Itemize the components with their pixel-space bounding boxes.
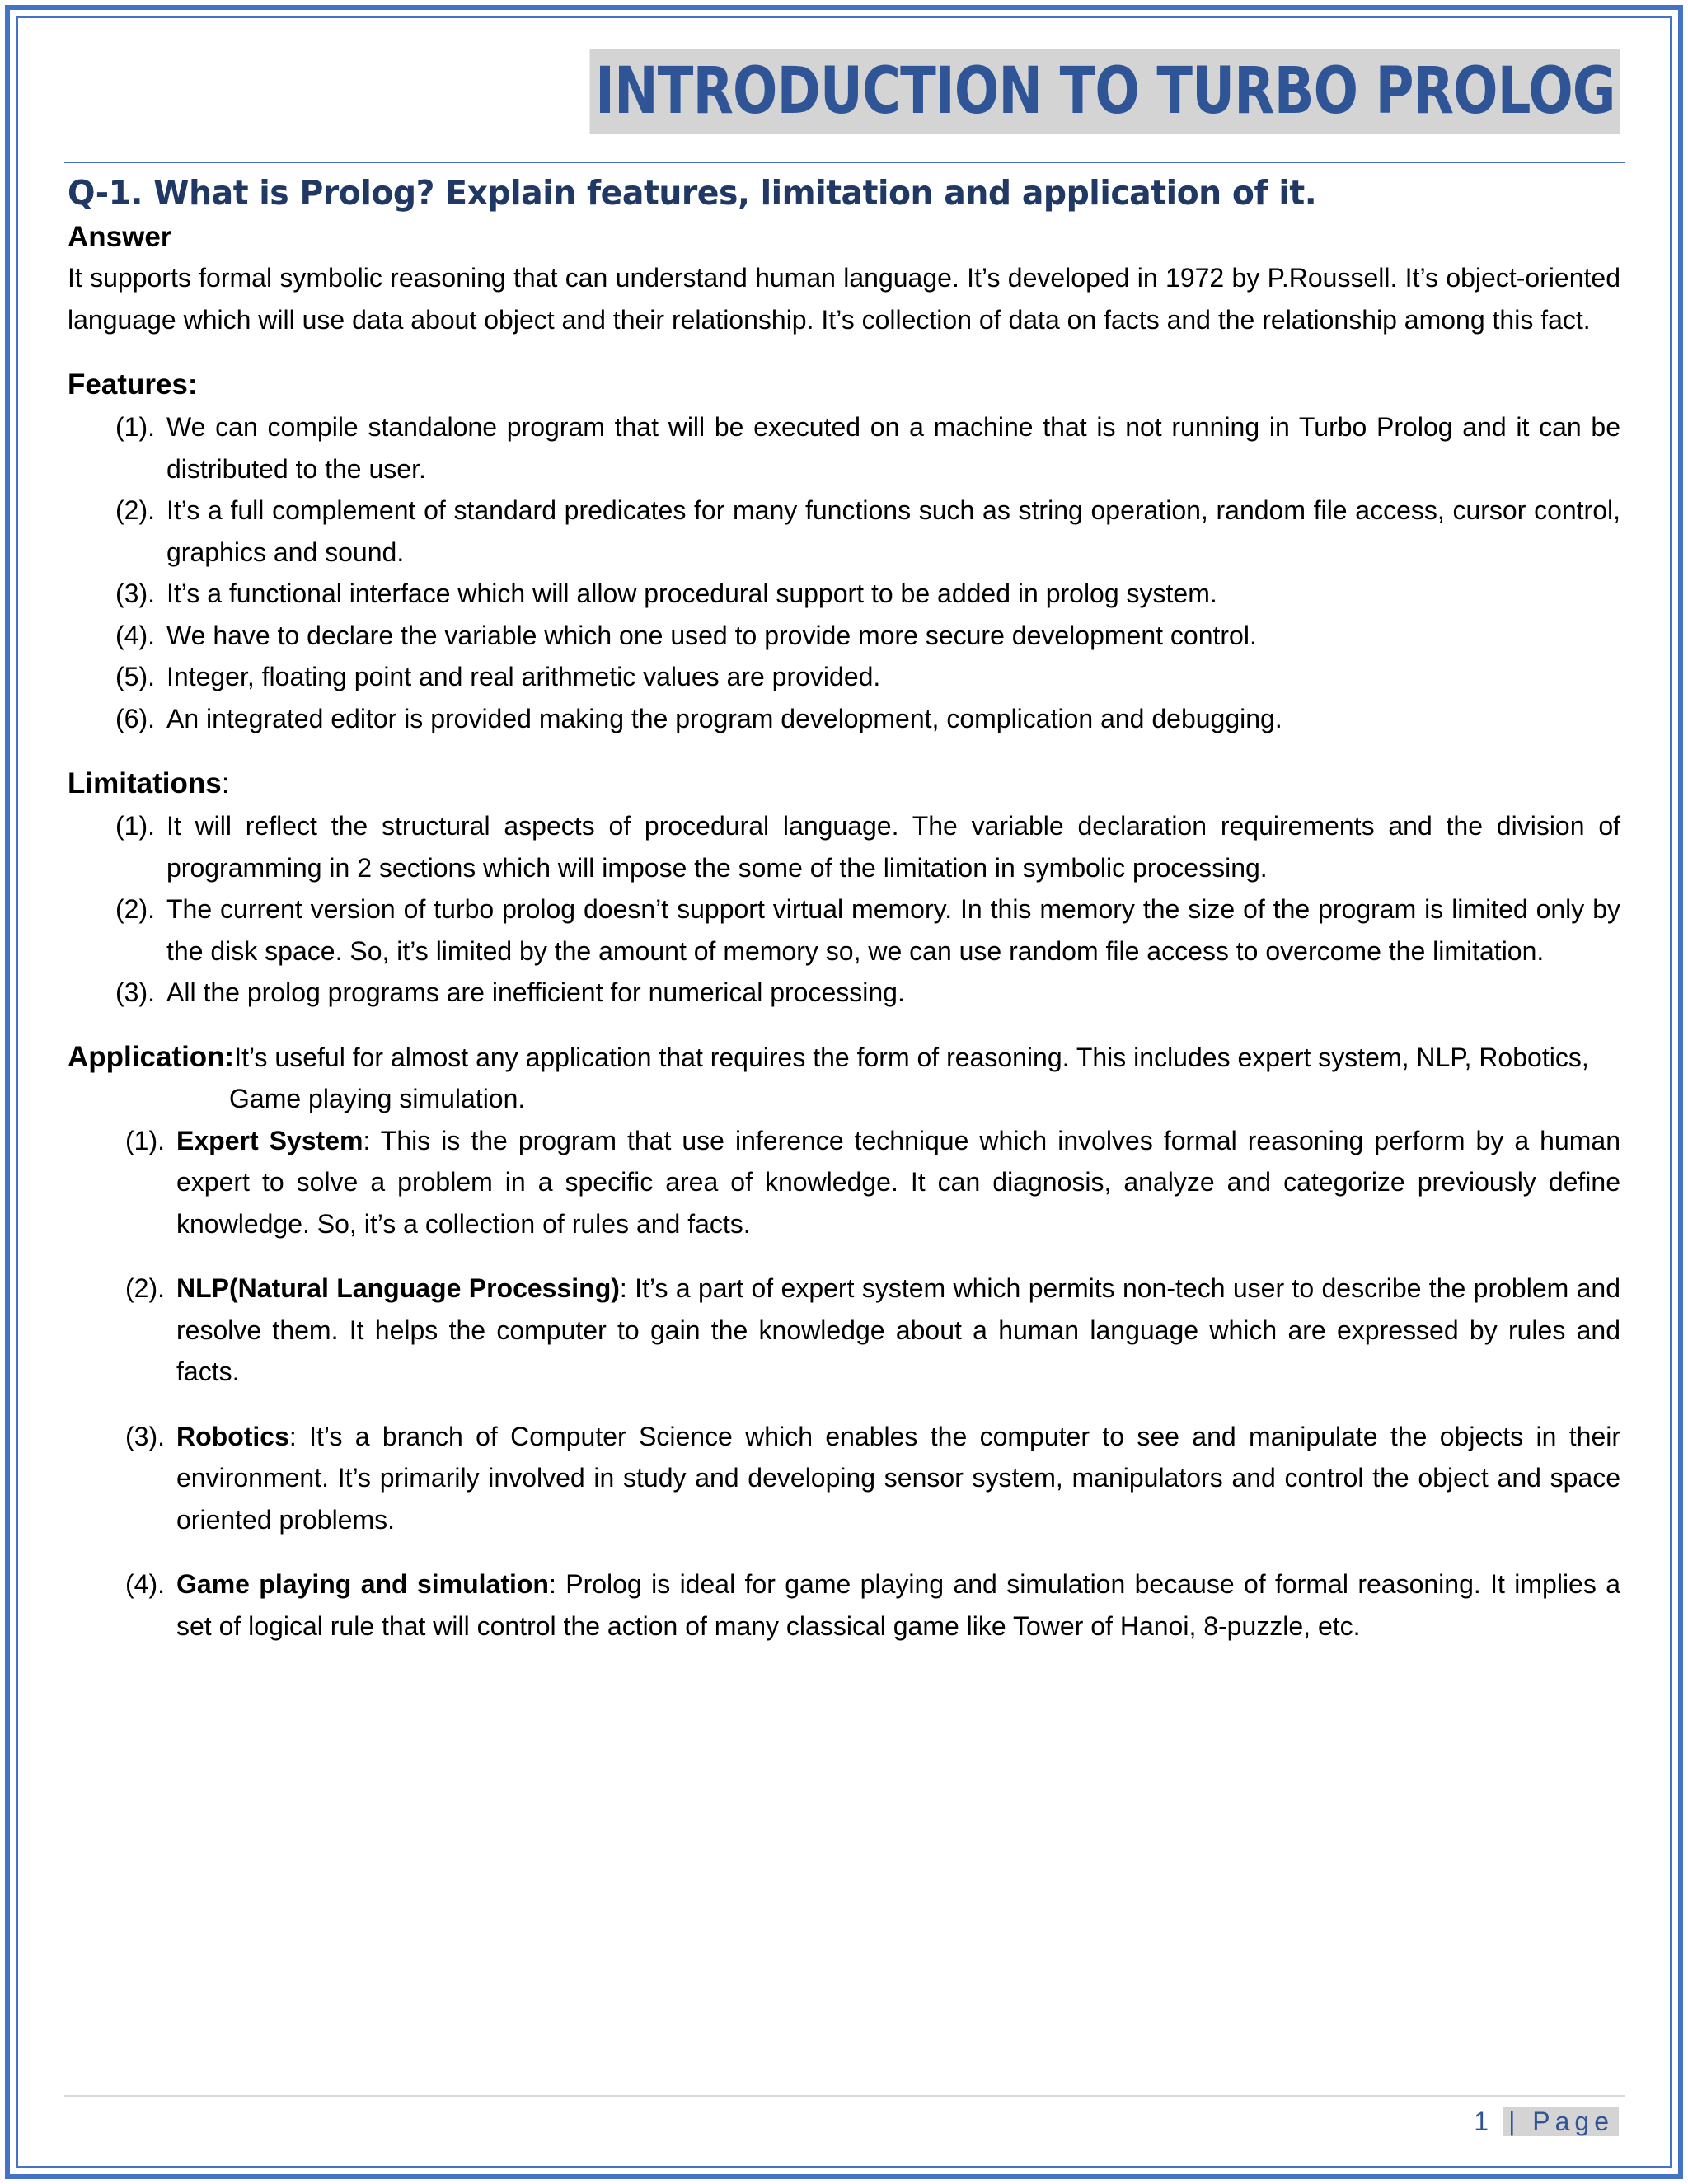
item-text: An integrated editor is provided making the program development, complication and debugging. bbox=[166, 703, 1282, 733]
list-item bbox=[68, 490, 1620, 573]
item-text: : This is the program that use inference technique which involves formal reasoning perform by a human expert to solve a problem in a specific area of knowledge. It can diagnosis, analyze and categorize previously define knowledge. So, it’s a collection of rules and facts. bbox=[176, 1125, 1621, 1239]
item-text: : Prolog is ideal for game playing and simulation because of formal reasoning. It implies a set of logical rule that will control the action of many classical game like Tower of Hanoi, 8-puzzle, etc. bbox=[176, 1569, 1621, 1641]
item-number: (1). bbox=[115, 811, 155, 841]
item-text: It’s a full complement of standard predicates for many functions such as string operation, random file access, cursor control, graphics and sound. bbox=[166, 495, 1620, 567]
limitations-heading-colon: : bbox=[221, 767, 230, 799]
features-heading-text: Features bbox=[68, 368, 188, 401]
item-text: It’s a functional interface which will allow procedural support to be added in prolog system. bbox=[166, 579, 1217, 608]
footer-divider bbox=[64, 2095, 1625, 2097]
list-item bbox=[68, 573, 1620, 615]
item-term: NLP(Natural Language Processing) bbox=[176, 1273, 620, 1303]
list-item bbox=[68, 805, 1620, 888]
item-text: We can compile standalone program that will be executed on a machine that is not running in Turbo Prolog and it can be distributed to the user. bbox=[166, 412, 1620, 484]
page-number bbox=[1474, 2103, 1619, 2139]
list-item bbox=[68, 1563, 1620, 1647]
item-number: (5). bbox=[115, 662, 155, 691]
item-text: Integer, floating point and real arithmetic values are provided. bbox=[166, 662, 881, 691]
answer-label: Answer bbox=[68, 221, 172, 253]
list-item bbox=[68, 1268, 1620, 1393]
item-number: (2). bbox=[125, 1273, 165, 1303]
item-term: Game playing and simulation bbox=[176, 1569, 549, 1599]
features-heading-colon: : bbox=[187, 368, 198, 401]
intro-paragraph: It supports formal symbolic reasoning that can understand human language. It’s developed in 1972 by P.Roussell. It’s object-oriented language which will use data about object and their relationship. It’s collection of data on facts and the relationship among this fact. bbox=[68, 263, 1620, 335]
limitations-heading bbox=[68, 762, 1620, 805]
item-text: The current version of turbo prolog doesn’t support virtual memory. In this memory the size of the program is limited only by the disk space. So, it’s limited by the amount of memory so, we can use random file access to overcome the limitation. bbox=[166, 894, 1620, 966]
item-number: (3). bbox=[115, 977, 155, 1007]
item-term: Robotics bbox=[176, 1421, 289, 1451]
application-section bbox=[68, 1037, 1620, 1120]
list-item bbox=[68, 1120, 1620, 1245]
limitations-list bbox=[68, 805, 1620, 1014]
item-number: (6). bbox=[115, 703, 155, 733]
application-text: It’s useful for almost any application that requires the form of reasoning. This includes expert system, NLP, Robotics, Game playing simulation. bbox=[229, 1042, 1589, 1113]
list-item bbox=[68, 1416, 1620, 1541]
features-heading bbox=[68, 363, 1620, 406]
features-list bbox=[68, 406, 1620, 739]
document-title: INTRODUCTION TO TURBO PROLOG bbox=[589, 49, 1620, 134]
item-number: (4). bbox=[115, 620, 155, 650]
list-item bbox=[68, 888, 1620, 972]
item-number: (1). bbox=[115, 412, 155, 442]
question-heading: Q-1. What is Prolog? Explain features, limitation and application of it. bbox=[68, 173, 1317, 213]
item-number: (2). bbox=[115, 894, 155, 924]
page-number-value: 1 bbox=[1474, 2107, 1489, 2136]
item-term: Expert System bbox=[176, 1125, 363, 1155]
application-heading: Application: bbox=[68, 1040, 235, 1073]
item-number: (2). bbox=[115, 495, 155, 525]
list-item bbox=[68, 698, 1620, 740]
limitations-heading-text: Limitations bbox=[68, 767, 222, 799]
list-item bbox=[68, 656, 1620, 698]
application-list bbox=[68, 1120, 1620, 1647]
item-number: (4). bbox=[125, 1569, 165, 1599]
item-text: All the prolog programs are inefficient for numerical processing. bbox=[166, 977, 905, 1007]
list-item bbox=[68, 406, 1620, 490]
item-text: : It’s a branch of Computer Science which enables the computer to see and manipulate the objects in their environment. It’s primarily involved in study and developing sensor system, manipulators and control the object and space oriented problems. bbox=[176, 1421, 1620, 1535]
item-number: (3). bbox=[115, 579, 155, 608]
item-text: : It’s a part of expert system which permits non-tech user to describe the problem and resolve them. It helps the computer to gain the knowledge about a human language which are expressed by rules and facts. bbox=[176, 1273, 1621, 1386]
list-item bbox=[68, 972, 1620, 1014]
main-content bbox=[68, 168, 1620, 1670]
item-number: (1). bbox=[125, 1125, 165, 1155]
item-text: It will reflect the structural aspects of procedural language. The variable declaration requirements and the division of programming in 2 sections which will impose the some of the limitation in symbolic processing. bbox=[166, 811, 1620, 883]
item-text: We have to declare the variable which one used to provide more secure development control. bbox=[166, 620, 1257, 650]
item-number: (3). bbox=[125, 1421, 165, 1451]
list-item bbox=[68, 615, 1620, 657]
title-divider bbox=[64, 162, 1625, 163]
page-label: | Page bbox=[1503, 2107, 1619, 2136]
application-intro bbox=[68, 1037, 1620, 1120]
